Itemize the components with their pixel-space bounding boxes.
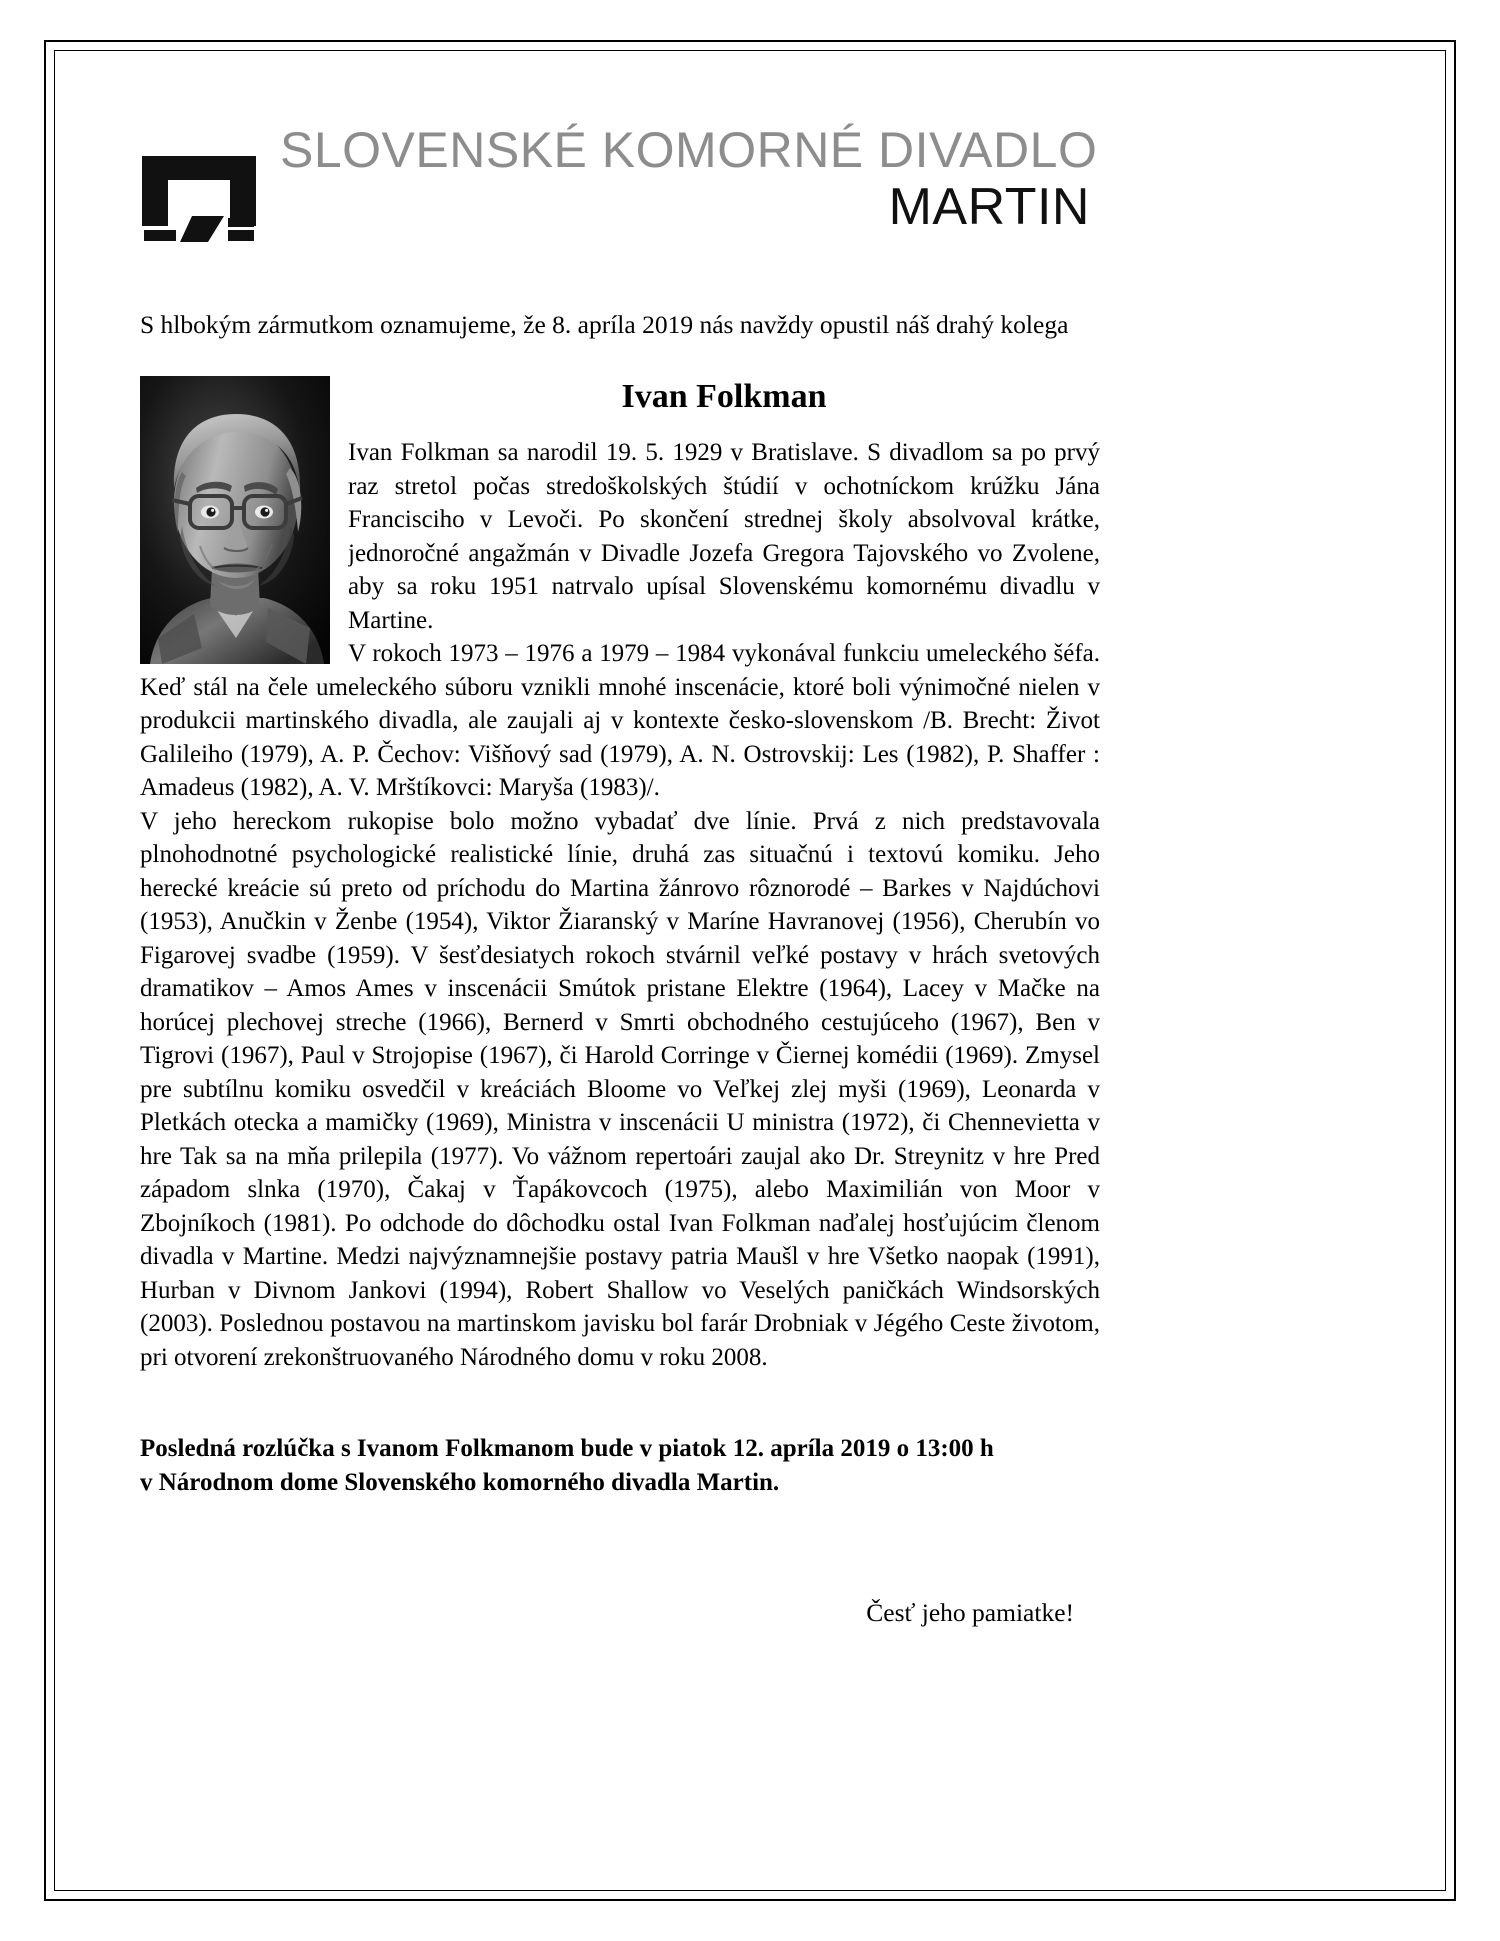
biography-paragraph-2: V rokoch 1973 – 1976 a 1979 – 1984 vykonával funkciu umeleckého šéfa. Keď stál na čele umeleckého súboru vznikli mnohé inscenácie, ktoré boli výnimočné nielen v produkcii martinského divadla, ale zaujali aj v kontexte česko-slovenskom /B. Brecht: Život Galileiho (1979), A. P. Čechov: Višňový sad (1979), A. N. Ostrovskij: Les (1982), P. Shaffer : Amadeus (1982), A. V. Mrštíkovci: Maryša (1983)/. — [140, 640, 1100, 801]
masthead — [140, 108, 1100, 248]
announcement-intro: S hlbokým zármutkom oznamujeme, že 8. apríla 2019 nás navždy opustil náš drahý kolega — [140, 310, 1069, 339]
page-content — [140, 108, 1100, 1630]
organization-name-line1: SLOVENSKÉ KOMORNÉ DIVADLO — [280, 122, 1098, 178]
masthead-text — [280, 108, 1100, 236]
biography-paragraph-3: V jeho hereckom rukopise bolo možno vybadať dve línie. Prvá z nich predstavovala plnohodnotné psychologické realistické línie, druhá zas situačnú i textovú komiku. Jeho herecké kreácie sú preto od príchodu do Martina žánrovo rôznorodé – Barkes v Najdúchovi (1953), Anučkin v Ženbe (1954), Viktor Žiaranský v Maríne Havranovej (1956), Cherubín vo Figarovej svadbe (1959). V šesťdesiatych rokoch stvárnil veľké postavy v hrách svetových dramatikov – Amos Ames v inscenácii Smútok pristane Elektre (1964), Lacey v Mačke na horúcej plechovej streche (1966), Bernerd v Smrti obchodného cestujúceho (1967), Ben v Tigrovi (1967), Paul v Strojopise (1967), či Harold Corringe v Čiernej komédii (1969). Zmysel pre subtílnu komiku osvedčil v kreáciách Bloome vo Veľkej zlej myši (1969), Leonarda v Pletkách otecka a mamičky (1969), Ministra v inscenácii U ministra (1972), či Chennevietta v hre Tak sa na mňa prilepila (1977). Vo vážnom repertoári zaujal ako Dr. Streynitz v hre Pred západom slnka (1970), Čakaj v Ťapákovcoch (1975), alebo Maximilián von Moor v Zbojníkoch (1981). Po odchode do dôchodku ostal Ivan Folkman naďalej hosťujúcim členom divadla v Martine. Medzi najvýznamnejšie postavy patria Maušl v hre Všetko naopak (1991), Hurban v Divnom Jankovi (1994), Robert Shallow vo Veselých paničkách Windsorských (2003). Poslednou postavou na martinskom javisku bol farár Drobniak v Jégého Ceste životom, pri otvorení zrekonštruovaného Národného domu v roku 2008. — [140, 807, 1100, 1371]
honour-line: Česť jeho pamiatke! — [866, 1598, 1074, 1627]
farewell-line-2: v Národnom dome Slovenského komorného divadla Martin. — [140, 1469, 780, 1496]
skd-theatre-logo-icon — [140, 130, 258, 242]
organization-name-line2: MARTIN — [888, 178, 1090, 236]
farewell-line-1: Posledná rozlúčka s Ivanom Folkmanom bude v piatok 12. apríla 2019 o 13:00 h — [140, 1435, 994, 1462]
farewell-block — [140, 1432, 1100, 1500]
portrait-photo — [140, 376, 330, 664]
biography-paragraph-1: Ivan Folkman sa narodil 19. 5. 1929 v Bratislave. S divadlom sa po prvý raz stretol počas stredoškolských štúdií v ochotníckom krúžku Jána Francisciho v Levoči. Po skončení strednej školy absolvoval krátke, jednoročné angažmán v Divadle Jozefa Gregora Tajovského vo Zvolene, aby sa roku 1951 natrvalo upísal Slovenskému komornému divadlu v Martine. — [348, 439, 1100, 634]
deceased-name: Ivan Folkman — [621, 378, 827, 415]
obituary-body — [140, 376, 1100, 1374]
